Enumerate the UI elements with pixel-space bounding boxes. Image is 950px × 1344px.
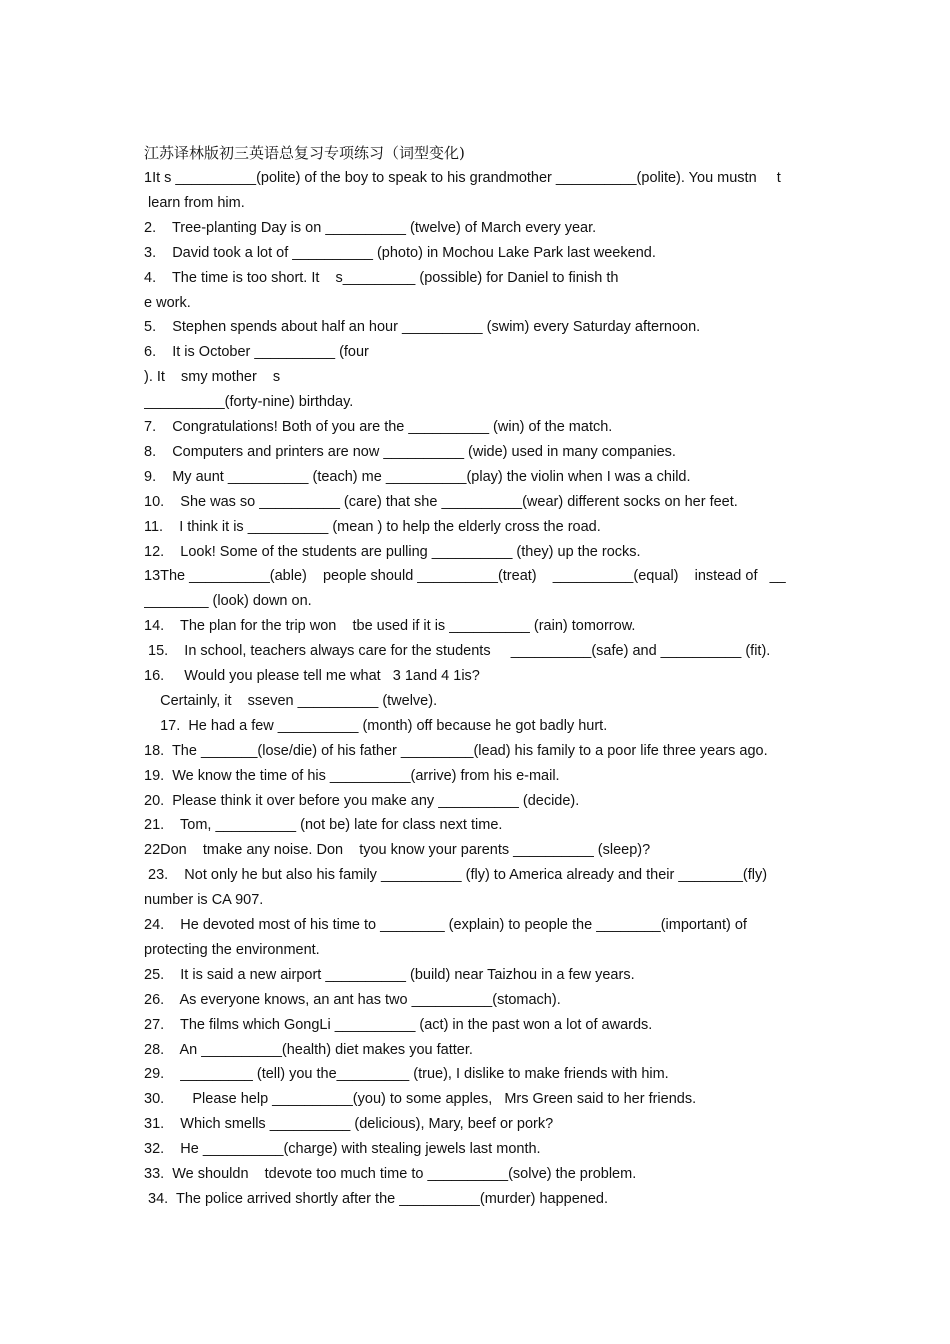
exercise-line: 8. Computers and printers are now __________ (wide) used in many companies. <box>144 443 676 460</box>
exercise-line: 18. The _______(lose/die) of his father _________(lead) his family to a poor life three years ago. <box>144 742 768 759</box>
exercise-line: 6. It is October __________ (four <box>144 344 369 361</box>
exercise-line: 11. I think it is __________ (mean ) to help the elderly cross the road. <box>144 518 601 535</box>
exercise-line: 19. We know the time of his __________(arrive) from his e-mail. <box>144 767 560 784</box>
exercise-line: 24. He devoted most of his time to ________ (explain) to people the ________(important) of <box>144 917 747 933</box>
exercise-line: 5. Stephen spends about half an hour __________ (swim) every Saturday afternoon. <box>144 319 701 336</box>
exercise-line: ________ (look) down on. <box>144 593 312 610</box>
exercise-line: ). It smy mother s <box>144 369 281 386</box>
exercise-line: 26. As everyone knows, an ant has two __________(stomach). <box>144 991 561 1008</box>
exercise-line: 22Don tmake any noise. Don tyou know your parents __________ (sleep)? <box>144 842 651 859</box>
exercise-line: Certainly, it sseven __________ (twelve). <box>144 692 438 709</box>
exercise-line: 3. David took a lot of __________ (photo) in Mochou Lake Park last weekend. <box>144 244 656 261</box>
exercise-line: 13The __________(able) people should __________(treat) __________(equal) instead of __ <box>144 568 786 585</box>
exercise-line: 14. The plan for the trip won tbe used if it is __________ (rain) tomorrow. <box>144 618 636 635</box>
exercise-line: 32. He __________(charge) with stealing jewels last month. <box>144 1141 541 1158</box>
exercise-line: 34. The police arrived shortly after the __________(murder) happened. <box>144 1190 609 1207</box>
exercise-line: 33. We shouldn tdevote too much time to __________(solve) the problem. <box>144 1166 637 1182</box>
document-title: 江苏译林版初三英语总复习专项练习（词型变化) <box>144 144 465 162</box>
exercise-line: 12. Look! Some of the students are pulling __________ (they) up the rocks. <box>144 543 641 560</box>
exercise-line: 28. An __________(health) diet makes you fatter. <box>144 1041 473 1058</box>
exercise-line: 15. In school, teachers always care for the students __________(safe) and __________ (fit). <box>144 643 771 660</box>
exercise-line: 4. The time is too short. It s_________ (possible) for Daniel to finish th <box>144 269 619 286</box>
exercise-line: 31. Which smells __________ (delicious), Mary, beef or pork? <box>144 1116 554 1133</box>
exercise-line: 16. Would you please tell me what 3 1and 4 1is? <box>144 668 480 684</box>
exercise-line: 23. Not only he but also his family __________ (fly) to America already and their ________(fly) <box>144 867 768 884</box>
exercise-line: 20. Please think it over before you make any __________ (decide). <box>144 792 580 809</box>
exercise-line: 9. My aunt __________ (teach) me __________(play) the violin when I was a child. <box>144 468 691 485</box>
exercise-line: number is CA 907. <box>144 892 264 909</box>
exercise-line: __________(forty-nine) birthday. <box>144 394 354 411</box>
exercise-line: 29. _________ (tell) you the_________ (true), I dislike to make friends with him. <box>144 1066 669 1083</box>
exercise-line: 25. It is said a new airport __________ (build) near Taizhou in a few years. <box>144 966 635 983</box>
exercise-line: protecting the environment. <box>144 941 320 958</box>
exercise-line: 2. Tree-planting Day is on __________ (twelve) of March every year. <box>144 219 597 236</box>
exercise-line: 21. Tom, __________ (not be) late for class next time. <box>144 817 503 834</box>
exercise-line: e work. <box>144 294 191 311</box>
exercise-line: 30. Please help __________(you) to some apples, Mrs Green said to her friends. <box>144 1091 697 1108</box>
exercise-line: 27. The films which GongLi __________ (act) in the past won a lot of awards. <box>144 1016 653 1033</box>
exercise-line: learn from him. <box>144 194 245 211</box>
exercise-line: 7. Congratulations! Both of you are the __________ (win) of the match. <box>144 419 613 435</box>
exercise-line: 1It s __________(polite) of the boy to speak to his grandmother __________(polite). You mustn t <box>144 170 781 186</box>
exercise-line: 10. She was so __________ (care) that she __________(wear) different socks on her feet. <box>144 493 738 510</box>
exercise-line: 17. He had a few __________ (month) off because he got badly hurt. <box>144 717 608 734</box>
